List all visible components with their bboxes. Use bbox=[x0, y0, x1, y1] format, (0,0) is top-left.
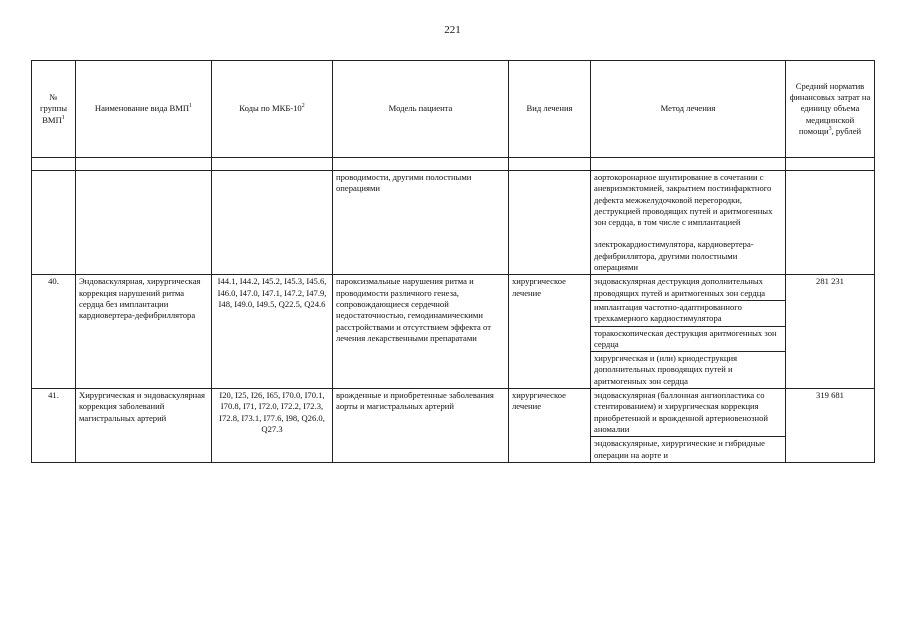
continuation-method-part-2: электрокардиостимулятора, кардиовертера-дефибриллятора, другими полостными операциями bbox=[594, 239, 754, 273]
method-item: хирургическая и (или) криодеструкция дополнительных проводящих путей и аритмогенных зон сердца bbox=[591, 351, 785, 388]
continuation-method bbox=[591, 171, 786, 275]
patient-model: врожденные и приобретенные заболевания аорты и магистральных артерий bbox=[333, 389, 509, 463]
header-treatment: Вид лечения bbox=[509, 61, 591, 158]
continuation-method-part-1: аортокоронарное шунтирование в сочетании с аневризмэктомией, закрытием постинфарктного дефекта межжелудочковой перегородки, деструкцией проводящих путей и аритмогенных зон сердца, в том числе с имплантацией bbox=[594, 172, 773, 228]
icd-codes: I20, I25, I26, I65, I70.0, I70.1, I70.8, I71, I72.0, I72.2, I72.3, I72.8, I73.1, I77.6, I98, Q26.0, Q27.3 bbox=[212, 389, 333, 463]
header-method: Метод лечения bbox=[591, 61, 786, 158]
header-model: Модель пациента bbox=[333, 61, 509, 158]
table-row bbox=[32, 389, 875, 463]
header-codes: Коды по МКБ-$10^2$ bbox=[212, 61, 333, 158]
header-row bbox=[32, 61, 875, 158]
group-number: 40. bbox=[32, 275, 76, 389]
continuation-model: проводимости, другими полостными операциями bbox=[333, 171, 509, 275]
patient-model: пароксизмальные нарушения ритма и проводимости различного генеза, сопровождающиеся сердечной недостаточностью, гемодинамическими расстройствами и отсутствием эффекта от лечения лекарственными препаратами bbox=[333, 275, 509, 389]
treatment-type: хирургическое лечение bbox=[509, 275, 591, 389]
method-item: имплантация частотно-адаптированного трехкамерного кардиостимулятора bbox=[591, 300, 785, 326]
continuation-row bbox=[32, 171, 875, 275]
treatment-methods bbox=[591, 389, 786, 463]
vmp-name: Хирургическая и эндоваскулярная коррекция заболеваний магистральных артерий bbox=[76, 389, 212, 463]
cost-value: 319 681 bbox=[786, 389, 875, 463]
cost-value: 281 231 bbox=[786, 275, 875, 389]
header-group: № группы ВМП$^1$ bbox=[32, 61, 76, 158]
spacer-row bbox=[32, 158, 875, 171]
header-cost: Средний норматив финансовых затрат на единицу объема медицинской помощи$^3$, рублей bbox=[786, 61, 875, 158]
method-item: эндоваскулярная (баллонная ангиопластика со стентированием) и хирургическая коррекция приобретенной и врожденной артериовенозной аномалии bbox=[594, 390, 769, 434]
vmp-table bbox=[31, 60, 875, 463]
icd-codes: I44.1, I44.2, I45.2, I45.3, I45.6, I46.0, I47.0, I47.1, I47.2, I47.9, I48, I49.0, I49.5, Q22.5, Q24.6 bbox=[212, 275, 333, 389]
vmp-name: Эндоваскулярная, хирургическая коррекция нарушений ритма сердца без имплантации кардиовертера-дефибриллятора bbox=[76, 275, 212, 389]
treatment-methods bbox=[591, 275, 786, 389]
method-item: эндоваскулярные, хирургические и гибридные операции на аорте и bbox=[591, 436, 785, 462]
header-name: Наименование вида ВМП$^1$ bbox=[76, 61, 212, 158]
method-item: торакоскопическая деструкция аритмогенных зон сердца bbox=[591, 326, 785, 352]
group-number: 41. bbox=[32, 389, 76, 463]
method-item: эндоваскулярная деструкция дополнительных проводящих путей и аритмогенных зон сердца bbox=[594, 276, 766, 298]
treatment-type: хирургическое лечение bbox=[509, 389, 591, 463]
table-row bbox=[32, 275, 875, 389]
page-number: 221 bbox=[444, 24, 461, 36]
